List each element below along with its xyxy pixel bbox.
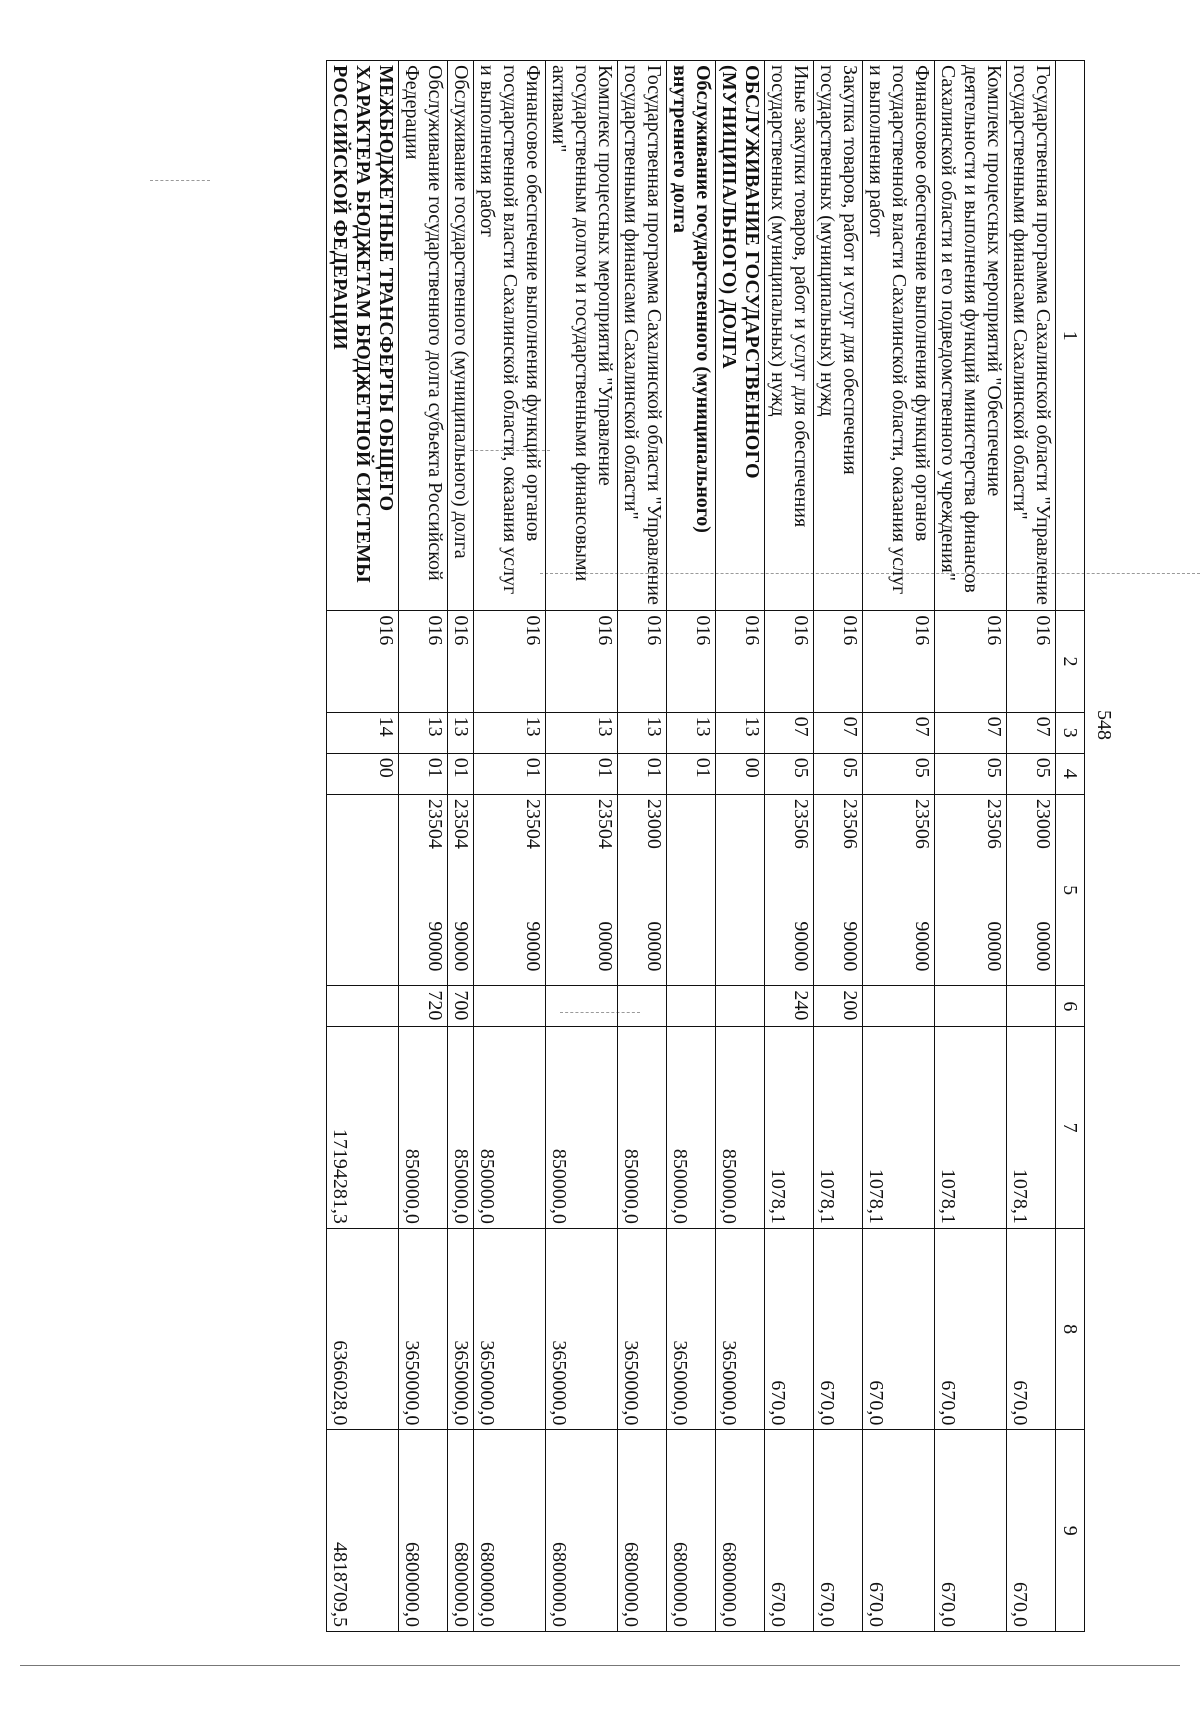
row-amount-col7: 850000,0 — [474, 1027, 546, 1229]
row-subsection-cell: 05 — [814, 753, 863, 794]
row-section-cell: 13 — [716, 712, 765, 753]
col-header-9: 9 — [1056, 1430, 1085, 1632]
row-subsection-cell: 01 — [399, 753, 448, 794]
row-code-cell: 016 — [863, 611, 935, 712]
row-expense-type-cell — [1007, 986, 1056, 1027]
row-name-cell: Государственная программа Сахалинской области "Управление государственными финансами Сахалинской области" — [618, 61, 667, 611]
row-name-cell: Комплекс процессных мероприятий "Обеспечение деятельности и выполнения функций министерства финансов Сахалинской области и его подведомственного учреждения" — [935, 61, 1007, 611]
table-row — [618, 61, 667, 1632]
table-body — [327, 61, 1056, 1632]
row-name-cell: Финансовое обеспечение выполнения функций органов государственной власти Сахалинской области, оказания услуг и выполнения работ — [474, 61, 546, 611]
row-subsection-cell: 05 — [765, 753, 814, 794]
row-subsection-cell: 01 — [546, 753, 618, 794]
row-expense-type-cell: 720 — [399, 986, 448, 1027]
row-code-cell: 016 — [546, 611, 618, 712]
row-code-cell: 016 — [618, 611, 667, 712]
row-amount-col8: 3650000,0 — [618, 1228, 667, 1430]
table-row — [716, 61, 765, 1632]
target-article-program: 23504 — [450, 798, 472, 849]
row-target-article-cell — [667, 794, 716, 985]
row-expense-type-cell — [863, 986, 935, 1027]
row-section-cell: 14 — [327, 712, 399, 753]
row-section-cell: 13 — [474, 712, 546, 753]
row-code-cell: 016 — [765, 611, 814, 712]
col-header-2: 2 — [1056, 611, 1085, 712]
row-amount-col9: 670,0 — [935, 1430, 1007, 1632]
row-name-cell: Комплекс процессных мероприятий "Управление государственным долгом и государственными финансовыми активами" — [546, 61, 618, 611]
table-row — [474, 61, 546, 1632]
row-name-cell: Закупка товаров, работ и услуг для обеспечения государственных (муниципальных) нужд — [814, 61, 863, 611]
row-amount-col7: 1078,1 — [1007, 1027, 1056, 1229]
row-amount-col8: 670,0 — [814, 1228, 863, 1430]
row-section-cell: 13 — [448, 712, 474, 753]
row-amount-col8: 3650000,0 — [716, 1228, 765, 1430]
row-section-cell: 13 — [399, 712, 448, 753]
row-section-cell: 13 — [667, 712, 716, 753]
target-article-direction: 90000 — [450, 921, 472, 972]
row-amount-col8: 3650000,0 — [399, 1228, 448, 1430]
row-section-cell: 13 — [546, 712, 618, 753]
row-code-cell: 016 — [1007, 611, 1056, 712]
table-row — [935, 61, 1007, 1632]
row-subsection-cell: 05 — [935, 753, 1007, 794]
row-amount-col9: 670,0 — [814, 1430, 863, 1632]
row-subsection-cell: 00 — [327, 753, 399, 794]
row-amount-col7: 17194281,3 — [327, 1027, 399, 1229]
row-amount-col9: 670,0 — [863, 1430, 935, 1632]
col-header-1: 1 — [1056, 61, 1085, 611]
row-target-article-cell — [474, 794, 546, 985]
row-section-cell: 07 — [1007, 712, 1056, 753]
target-article-program: 23504 — [522, 798, 544, 849]
target-article-program: 23000 — [1032, 798, 1054, 849]
row-section-cell: 07 — [935, 712, 1007, 753]
target-article-direction: 00000 — [983, 921, 1005, 972]
row-amount-col8: 670,0 — [863, 1228, 935, 1430]
row-target-article-cell — [618, 794, 667, 985]
header-row — [1056, 61, 1085, 1632]
row-code-cell: 016 — [448, 611, 474, 712]
row-amount-col7: 850000,0 — [399, 1027, 448, 1229]
row-amount-col9: 670,0 — [1007, 1430, 1056, 1632]
row-subsection-cell: 05 — [1007, 753, 1056, 794]
row-amount-col9: 4818709,5 — [327, 1430, 399, 1632]
row-name-cell: Иные закупки товаров, работ и услуг для обеспечения государственных (муниципальных) нужд — [765, 61, 814, 611]
row-amount-col7: 850000,0 — [546, 1027, 618, 1229]
target-article-direction: 00000 — [643, 921, 665, 972]
row-name-cell: МЕЖБЮДЖЕТНЫЕ ТРАНСФЕРТЫ ОБЩЕГО ХАРАКТЕРА БЮДЖЕТАМ БЮДЖЕТНОЙ СИСТЕМЫ РОССИЙСКОЙ ФЕДЕРАЦИИ — [327, 61, 399, 611]
row-amount-col7: 850000,0 — [618, 1027, 667, 1229]
row-section-cell: 07 — [863, 712, 935, 753]
row-name-cell: Обслуживание государственного долга субъекта Российской Федерации — [399, 61, 448, 611]
row-amount-col8: 3650000,0 — [448, 1228, 474, 1430]
row-target-article-cell — [448, 794, 474, 985]
row-amount-col7: 1078,1 — [814, 1027, 863, 1229]
row-expense-type-cell — [546, 986, 618, 1027]
row-target-article-cell — [716, 794, 765, 985]
page-number: 548 — [1093, 710, 1115, 740]
row-code-cell: 016 — [935, 611, 1007, 712]
row-target-article-cell — [814, 794, 863, 985]
target-article-direction: 90000 — [522, 921, 544, 972]
target-article-direction: 90000 — [839, 921, 861, 972]
table-row — [399, 61, 448, 1632]
row-amount-col9: 6800000,0 — [667, 1430, 716, 1632]
row-subsection-cell: 01 — [448, 753, 474, 794]
table-row — [1007, 61, 1056, 1632]
row-code-cell: 016 — [814, 611, 863, 712]
row-expense-type-cell — [618, 986, 667, 1027]
target-article-program: 23504 — [594, 798, 616, 849]
table-row — [814, 61, 863, 1632]
row-amount-col9: 6800000,0 — [618, 1430, 667, 1632]
row-amount-col8: 670,0 — [1007, 1228, 1056, 1430]
col-header-5: 5 — [1056, 794, 1085, 985]
row-amount-col8: 3650000,0 — [546, 1228, 618, 1430]
target-article-direction: 90000 — [911, 921, 933, 972]
row-amount-col8: 670,0 — [935, 1228, 1007, 1430]
row-amount-col8: 6366028,0 — [327, 1228, 399, 1430]
row-subsection-cell: 01 — [618, 753, 667, 794]
row-expense-type-cell — [474, 986, 546, 1027]
row-expense-type-cell: 240 — [765, 986, 814, 1027]
row-target-article-cell — [863, 794, 935, 985]
row-name-cell: Финансовое обеспечение выполнения функций органов государственной власти Сахалинской области, оказания услуг и выполнения работ — [863, 61, 935, 611]
row-section-cell: 07 — [765, 712, 814, 753]
row-code-cell: 016 — [474, 611, 546, 712]
row-target-article-cell — [399, 794, 448, 985]
row-amount-col9: 6800000,0 — [546, 1430, 618, 1632]
target-article-program: 23506 — [790, 798, 812, 849]
target-article-program: 23506 — [839, 798, 861, 849]
row-code-cell: 016 — [716, 611, 765, 712]
row-subsection-cell: 05 — [863, 753, 935, 794]
row-name-cell: Обслуживание государственного (муниципального) внутреннего долга — [667, 61, 716, 611]
row-target-article-cell — [1007, 794, 1056, 985]
row-amount-col8: 3650000,0 — [474, 1228, 546, 1430]
target-article-program: 23506 — [983, 798, 1005, 849]
table-row — [327, 61, 399, 1632]
row-section-cell: 07 — [814, 712, 863, 753]
row-code-cell: 016 — [399, 611, 448, 712]
row-amount-col9: 6800000,0 — [716, 1430, 765, 1632]
table-row — [448, 61, 474, 1632]
row-amount-col8: 3650000,0 — [667, 1228, 716, 1430]
col-header-6: 6 — [1056, 986, 1085, 1027]
row-expense-type-cell — [327, 986, 399, 1027]
scan-artifact-line — [20, 1665, 1180, 1666]
row-expense-type-cell — [716, 986, 765, 1027]
row-code-cell: 016 — [667, 611, 716, 712]
row-amount-col7: 1078,1 — [935, 1027, 1007, 1229]
row-amount-col8: 670,0 — [765, 1228, 814, 1430]
row-expense-type-cell — [667, 986, 716, 1027]
target-article-program: 23504 — [424, 798, 446, 849]
row-target-article-cell — [327, 794, 399, 985]
row-amount-col9: 6800000,0 — [399, 1430, 448, 1632]
col-header-8: 8 — [1056, 1228, 1085, 1430]
row-amount-col9: 6800000,0 — [474, 1430, 546, 1632]
row-target-article-cell — [765, 794, 814, 985]
row-amount-col7: 1078,1 — [765, 1027, 814, 1229]
row-amount-col7: 850000,0 — [667, 1027, 716, 1229]
row-subsection-cell: 01 — [667, 753, 716, 794]
target-article-direction: 90000 — [424, 921, 446, 972]
row-name-cell: ОБСЛУЖИВАНИЕ ГОСУДАРСТВЕННОГО (МУНИЦИПАЛЬНОГО) ДОЛГА — [716, 61, 765, 611]
row-name-cell: Обслуживание государственного (муниципального) долга — [448, 61, 474, 611]
row-amount-col7: 1078,1 — [863, 1027, 935, 1229]
row-subsection-cell: 00 — [716, 753, 765, 794]
row-name-cell: Государственная программа Сахалинской области "Управление государственными финансами Сахалинской области" — [1007, 61, 1056, 611]
col-header-4: 4 — [1056, 753, 1085, 794]
col-header-3: 3 — [1056, 712, 1085, 753]
row-section-cell: 13 — [618, 712, 667, 753]
table-row — [667, 61, 716, 1632]
target-article-direction: 00000 — [594, 921, 616, 972]
target-article-direction: 00000 — [1032, 921, 1054, 972]
target-article-direction: 90000 — [790, 921, 812, 972]
table-row — [863, 61, 935, 1632]
row-amount-col7: 850000,0 — [448, 1027, 474, 1229]
row-target-article-cell — [546, 794, 618, 985]
row-expense-type-cell — [935, 986, 1007, 1027]
row-amount-col7: 850000,0 — [716, 1027, 765, 1229]
row-expense-type-cell: 200 — [814, 986, 863, 1027]
row-amount-col9: 6800000,0 — [448, 1430, 474, 1632]
row-expense-type-cell: 700 — [448, 986, 474, 1027]
col-header-7: 7 — [1056, 1027, 1085, 1229]
target-article-program: 23000 — [643, 798, 665, 849]
budget-table — [326, 60, 1085, 1632]
table-row — [546, 61, 618, 1632]
row-code-cell: 016 — [327, 611, 399, 712]
row-subsection-cell: 01 — [474, 753, 546, 794]
table-row — [765, 61, 814, 1632]
row-amount-col9: 670,0 — [765, 1430, 814, 1632]
rotated-table-container — [110, 60, 1115, 1632]
row-target-article-cell — [935, 794, 1007, 985]
target-article-program: 23506 — [911, 798, 933, 849]
